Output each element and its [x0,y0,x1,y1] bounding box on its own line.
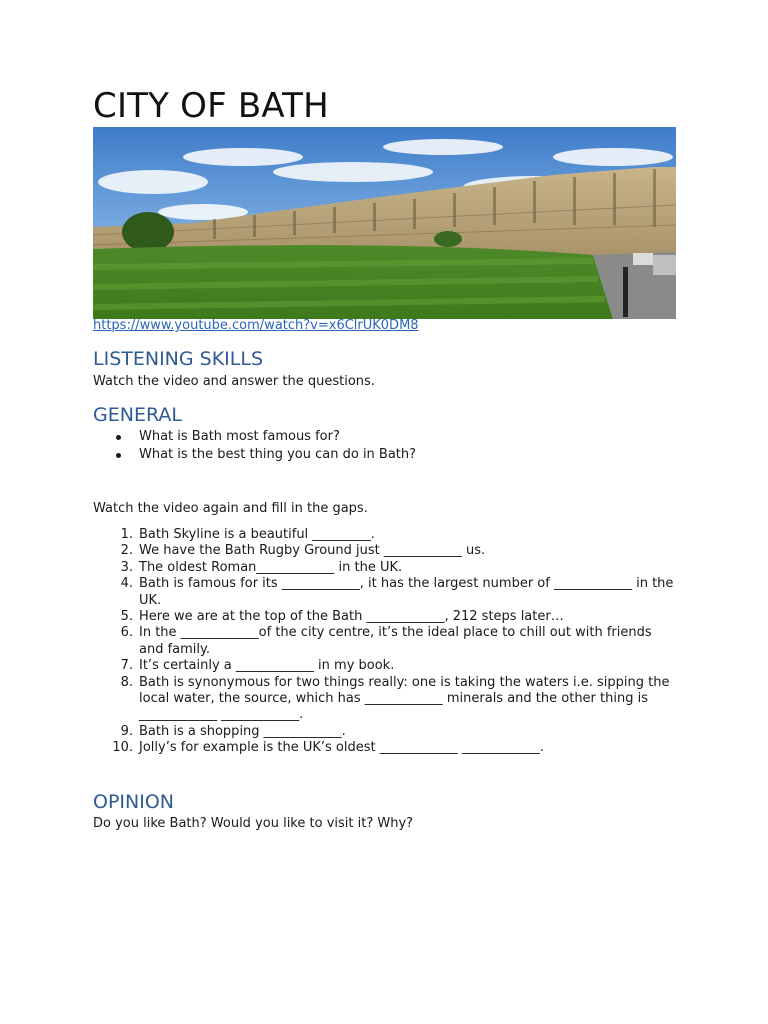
item-text: Jolly’s for example is the UK’s oldest ____________ ____________. [139,740,544,756]
list-item [93,576,676,609]
opinion-question: Do you like Bath? Would you like to visit it? Why? [93,816,414,831]
item-number: 5. [120,609,133,625]
item-number: 4. [120,576,133,592]
item-text: In the ____________of the city centre, it’s the ideal place to chill out with friends and family. [139,625,652,657]
list-item [93,724,676,740]
bullet-icon [116,435,121,440]
item-number: 1. [120,527,133,542]
item-text: The oldest Roman____________ in the UK. [139,559,403,575]
listening-instruction: Watch the video and answer the questions. [93,374,375,389]
item-number: 6. [120,625,133,641]
opinion-heading: OPINION [93,791,175,813]
list-item [93,429,416,447]
list-item [93,675,676,724]
item-text: It’s certainly a ____________ in my book. [139,658,395,674]
item-text: Bath is famous for its ____________, it has the largest number of ____________ in the UK. [139,576,674,608]
item-text: Bath is synonymous for two things really: one is taking the waters i.e. sipping the local water, the source, which has ____________ minerals and the other thing is ____________ ____________. [139,674,670,723]
list-item [93,658,676,674]
list-item [93,609,676,625]
royal-crescent-photo [93,127,676,319]
youtube-link[interactable]: https://www.youtube.com/watch?v=x6ClrUK0DM8 [93,318,419,333]
general-questions [93,429,416,465]
item-text: Bath Skyline is a beautiful _________. [139,527,375,542]
item-number: 7. [120,658,133,674]
list-item [93,527,676,543]
item-number: 10. [112,740,133,756]
item-number: 3. [120,559,133,575]
list-item [93,543,676,559]
gaps-instruction: Watch the video again and fill in the gaps. [93,501,368,516]
list-item [93,740,676,756]
question-text: What is Bath most famous for? [139,429,340,444]
list-item [93,447,416,465]
page-title: CITY OF BATH [93,86,329,126]
question-text: What is the best thing you can do in Bath? [139,447,417,462]
list-item [93,560,676,576]
list-item [93,625,676,658]
general-heading: GENERAL [93,404,182,426]
item-text: Bath is a shopping ____________. [139,723,346,739]
item-number: 9. [120,723,133,739]
bullet-icon [116,453,121,458]
item-text: Here we are at the top of the Bath ____________, 212 steps later… [139,609,564,625]
item-number: 8. [120,674,133,690]
item-number: 2. [120,543,133,559]
listening-skills-heading: LISTENING SKILLS [93,348,264,370]
item-text: We have the Bath Rugby Ground just ____________ us. [139,543,486,559]
gap-fill-list [93,527,676,757]
